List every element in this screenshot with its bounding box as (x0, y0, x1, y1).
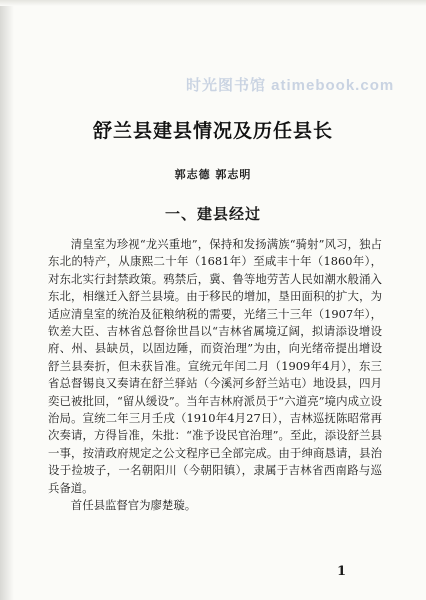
page-number: 1 (337, 564, 347, 579)
watermark: 时光图书馆 atimebook.com (186, 77, 395, 94)
body-paragraph: 清皇室为珍视“龙兴重地”，保持和发扬满族“骑射”风习，独占东北的特产，从康熙二十年（1681年）至咸丰十年（1860年），对东北实行封禁政策。鸦禁后，冀、鲁等地劳苦人民如潮水般涌入东北，相继迁入舒兰县境。由于移民的增加，垦田面积的扩大，为适应清皇室的统治及征粮纳税的需要，光绪三十三年（1907年），钦差大臣、吉林省总督徐世昌以“吉林省属境辽阔，拟请添设增设府、州、县缺员，以固边陲，而资治理”为由，向光绪帝提出增设舒兰县奏折，但未获旨准。宣统元年闰二月（1909年4月），东三省总督锡良又奏请在舒兰驿站（今溪河乡舒兰站屯）地设县，四月奕已被批回，“留从缓设”。当年吉林府派员于“六道亮”境内成立设治局。宣统二年三月壬戌（1910年4月27日），吉林巡抚陈昭常再次奏请，方得旨准，朱批：“准予设民官治理”。至此，添设舒兰县一事，按清政府规定之公文程序已全部完成。由于绅商恳请，县治设于捡坡子，一名朝阳川（今朝阳镇），隶属于吉林省西南路与巡兵备道。 (48, 237, 382, 495)
page-top-shadow (0, 0, 426, 6)
body-text (48, 236, 382, 515)
author-line: 郭志德 郭志明 (174, 168, 252, 181)
page-binding-shadow (0, 0, 14, 600)
body-paragraph: 首任县监督官为廖楚璇。 (70, 498, 197, 513)
section-heading: 一、建县经过 (164, 205, 261, 223)
article-title: 舒兰县建县情况及历任县长 (92, 120, 333, 142)
